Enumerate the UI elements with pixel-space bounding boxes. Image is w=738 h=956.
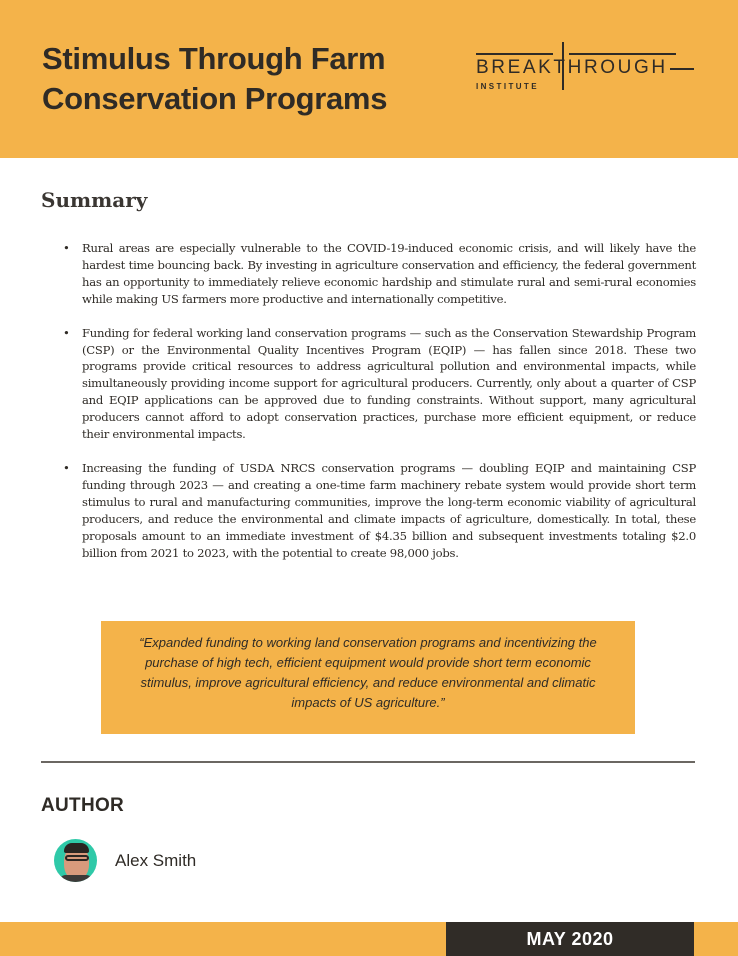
author-heading: AUTHOR (41, 795, 125, 816)
summary-bullet (63, 325, 696, 443)
header-banner (0, 0, 738, 158)
breakthrough-institute-logo (474, 40, 704, 96)
logo-rule-gap (553, 53, 569, 55)
page-title (42, 39, 462, 119)
avatar-shirt (58, 875, 94, 882)
title-line-1: Stimulus Through Farm (42, 41, 386, 76)
bullet-marker: • (63, 241, 70, 255)
author-name: Alex Smith (115, 851, 197, 870)
logo-subtitle: INSTITUTE (476, 82, 539, 91)
bullet-text: Increasing the funding of USDA NRCS conservation programs — doubling EQIP and maintaining CSP funding through 2023 — and creating a one-time farm machinery rebate system would provide short term stimulus to rural and manufacturing communities, improve the long-term economic viability of agricultural producers, and reduce the environmental and climate impacts of agriculture, domestically. In total, these proposals amount to an immediate investment of $4.35 billion and subsequent investments totaling $2.0 billion from 2021 to 2023, with the potential to create 98,000 jobs. (82, 460, 696, 560)
date-box (446, 922, 694, 956)
avatar-glasses (65, 855, 89, 861)
logo-top-rule (476, 53, 676, 55)
logo-wordmark: BREAKTHROUGH (476, 57, 668, 78)
summary-bullet (63, 240, 696, 308)
summary-bullet-list (63, 240, 696, 578)
bullet-text: Rural areas are especially vulnerable to the COVID-19-induced economic crisis, and will likely have the hardest time bouncing back. By investing in agriculture conservation and efficiency, the federal government has an opportunity to immediately relieve economic hardship and stimulate rural and semi-rural economies while making US farmers more productive and internationally competitive. (82, 241, 696, 306)
summary-bullet (63, 460, 696, 561)
pull-quote-box (101, 621, 635, 734)
logo-tail-rule (670, 68, 694, 70)
avatar-hair (64, 843, 89, 853)
publication-date: MAY 2020 (526, 928, 614, 949)
pull-quote-text: “Expanded funding to working land conservation programs and incentivizing the purchase of high tech, efficient equipment would provide short term economic stimulus, improve agricultural efficiency, and reduce environmental and climatic impacts of US agriculture.” (139, 635, 597, 710)
author-avatar (54, 839, 97, 882)
bullet-marker: • (63, 325, 70, 340)
title-line-2: Conservation Programs (42, 81, 388, 116)
section-divider (41, 761, 695, 763)
bullet-text: Funding for federal working land conservation programs — such as the Conservation Stewardship Program (CSP) or the Environmental Quality Incentives Program (EQIP) — has fallen since 2018. These two programs provide critical resources to address agricultural pollution and environmental impacts, while simultaneously providing income support for agricultural producers. Currently, only about a quarter of CSP and EQIP applications can be approved due to funding constraints. Without support, many agricultural producers cannot afford to adopt conservation practices, purchase more efficient equipment, or reduce their environmental impacts. (82, 325, 696, 442)
summary-heading: Summary (41, 188, 148, 212)
bullet-marker: • (63, 460, 70, 475)
